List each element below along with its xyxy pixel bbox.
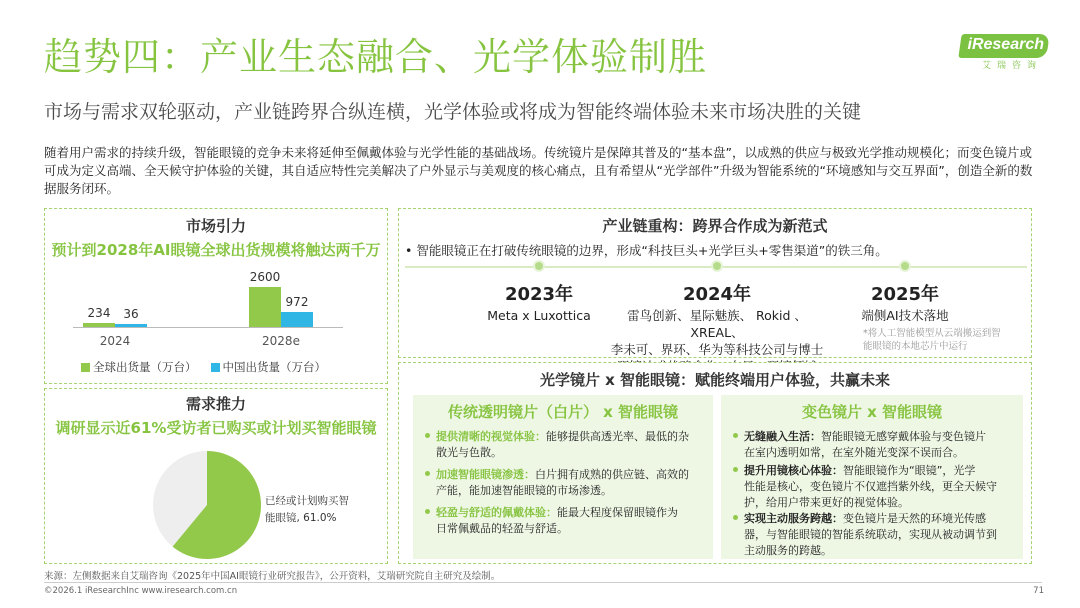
industry-bullet: • 智能眼镜正在打破传统眼镜的边界，形成“科技巨头+光学巨头+零售渠道”的铁三角。	[405, 243, 888, 258]
bar-2028e-series-1	[281, 312, 313, 327]
timeline-desc-2023-line: Meta x Luxottica	[487, 308, 591, 323]
bar-2024-series-0	[83, 323, 115, 327]
demand-highlight: 调研显示近61%受访者已购买或计划买智能眼镜	[55, 419, 377, 437]
demand-title: 需求推力	[185, 395, 246, 413]
legend-item	[211, 360, 327, 374]
chart-x-axis	[73, 327, 343, 328]
source-note: 来源：左侧数据来自艾瑞咨询《2025年中国AI眼镜行业研究报告》，公开资料，艾瑞研究院自主研究及绘制。	[44, 571, 501, 582]
page-subtitle: 市场与需求双轮驱动，产业链跨界合纵连横，光学体验或将成为智能终端体验未来市场决胜的关键	[44, 101, 862, 123]
bar-2024-series-1	[115, 324, 147, 327]
item-text: 性能是核心，变色镜片不仅遮挡紫外线，更全天候守	[744, 480, 997, 493]
industry-title: 产业链重构：跨界合作成为新范式	[602, 217, 828, 235]
item-text: 变色镜片是天然的环境光传感	[843, 512, 986, 525]
timeline-desc-2024-line1: 雷鸟创新、星际魅族、 Rokid 、 XREAL、	[627, 308, 807, 340]
page-number: 71	[1033, 586, 1044, 596]
item-text: 日常佩戴品的轻盈与舒适。	[436, 522, 568, 535]
item-keyword: 提供清晰的视觉体验：	[436, 430, 546, 443]
legend-swatch	[81, 363, 90, 372]
item-text: 产能，能加速智能眼镜的市场渗透。	[436, 484, 612, 497]
timeline-desc-2025-line: 端侧AI技术落地	[861, 308, 949, 323]
clear-lens-panel	[413, 395, 713, 559]
pie-label-line1: 已经或计划购买智	[265, 495, 349, 507]
item-keyword: 加速智能眼镜渗透：	[436, 468, 535, 481]
market-highlight: 预计到2028年AI眼镜全球出货规模将触达两千万	[51, 241, 381, 259]
photochromic-lens-title: 变色镜片 x 智能眼镜	[801, 403, 943, 421]
iresearch-logo	[956, 24, 1048, 72]
item-text: 能够提供高透光率、最低的杂	[546, 430, 689, 443]
bar-value-label: 972	[285, 295, 309, 310]
clear-lens-item	[425, 429, 709, 461]
clear-lens-item	[425, 505, 709, 537]
item-keyword: 提升用镜核心体验：	[744, 464, 843, 477]
item-text: 能最大程度保留眼镜作为	[557, 506, 678, 519]
photochromic-item	[733, 463, 1019, 511]
shipment-bar-chart	[45, 209, 389, 385]
pie-data-label	[265, 493, 349, 527]
item-text: 在室内透明如常，在室外随光变深不误而合。	[744, 446, 964, 459]
logo-subtext: 艾瑞咨询	[981, 61, 1042, 71]
item-text: 护，给用户带来更好的视觉体验。	[744, 496, 909, 509]
edge-ai-footnote	[863, 327, 1029, 353]
photochromic-item	[733, 511, 1019, 559]
pie-label-line2: 能眼镜, 61.0%	[265, 512, 337, 524]
logo-text: iResearch	[967, 36, 1044, 53]
optical-box	[398, 362, 1032, 564]
pie-chart	[151, 449, 263, 561]
timeline-dot-2023	[533, 260, 545, 272]
bullet-dot	[425, 433, 430, 438]
chart-legend	[81, 359, 340, 375]
bar-value-label: 2600	[249, 270, 281, 284]
copyright: ©2026.1 iResearchInc www.iresearch.com.cn	[44, 586, 238, 596]
legend-swatch	[211, 363, 220, 372]
legend-item	[81, 360, 197, 374]
footnote-line2: 能眼镜的本地芯片中运行	[863, 341, 968, 352]
intro-paragraph: 随着用户需求的持续升级，智能眼镜的竞争未来将延伸至佩戴体验与光学性能的基础战场。传统镜片是保障其普及的“基本盘”，以成熟的供应与极致光学推动规模化；而变色镜片或可成为定义高端、全天候守护体验的关键，其自适应特性完美解决了户外显示与美观度的核心痛点，且有希望从“光学部件”升级为智能系统的“环境感知与交互界面”，创造全新的数据服务闭环。	[44, 145, 1033, 196]
item-text: 器，与智能眼镜的智能系统联动，实现从被动调节到	[744, 528, 997, 541]
bullet-dot	[425, 471, 430, 476]
market-box	[44, 208, 388, 384]
item-keyword: 轻盈与舒适的佩戴体验：	[436, 506, 557, 519]
bullet-dot	[425, 509, 430, 514]
timeline-desc-2025	[845, 307, 965, 324]
bar-value-label: 234	[87, 306, 111, 321]
market-title: 市场引力	[185, 217, 246, 235]
timeline-year-2024: 2024年	[682, 284, 752, 305]
item-text: 智能眼镜无感穿戴体验与变色镜片	[821, 430, 986, 443]
clear-lens-title: 传统透明镜片（白片） x 智能眼镜	[447, 403, 679, 421]
x-tick-label: 2028e	[262, 334, 300, 348]
timeline-year-2025: 2025年	[870, 284, 940, 305]
photochromic-lens-panel	[721, 395, 1023, 559]
footer-divider	[44, 582, 1042, 583]
item-text: 散光与色散。	[436, 446, 502, 459]
industry-box	[398, 208, 1032, 358]
item-text: 白片拥有成熟的供应链、高效的	[535, 468, 689, 481]
legend-label: 中国出货量（万台）	[222, 360, 326, 374]
footnote-line1: *将人工智能模型从云端搬运到智	[863, 328, 1001, 339]
x-tick-label: 2024	[99, 334, 131, 348]
item-keyword: 无缝融入生活：	[744, 430, 821, 443]
bullet-dot	[733, 467, 738, 472]
photochromic-item	[733, 429, 1019, 461]
legend-label: 全球出货量（万台）	[93, 360, 197, 374]
optical-title: 光学镜片 x 智能眼镜：赋能终端用户体验，共赢未来	[539, 371, 891, 389]
item-text: 主动服务的跨越。	[744, 544, 832, 557]
item-keyword: 实现主动服务跨越：	[744, 512, 843, 525]
timeline-dot-2025	[899, 260, 911, 272]
bullet-dot	[733, 433, 738, 438]
item-text: 智能眼镜作为“眼镜”，光学	[843, 464, 976, 477]
timeline-year-2023: 2023年	[504, 284, 574, 305]
bar-value-label: 36	[123, 307, 139, 321]
clear-lens-item	[425, 467, 709, 499]
demand-box	[44, 388, 388, 564]
bullet-dot	[733, 515, 738, 520]
timeline-desc-2024-line2: 李未可、界环、华为等科技公司与博士	[610, 342, 824, 357]
page-title: 趋势四：产业生态融合、光学体验制胜	[44, 35, 708, 79]
timeline-dot-2024	[711, 260, 723, 272]
